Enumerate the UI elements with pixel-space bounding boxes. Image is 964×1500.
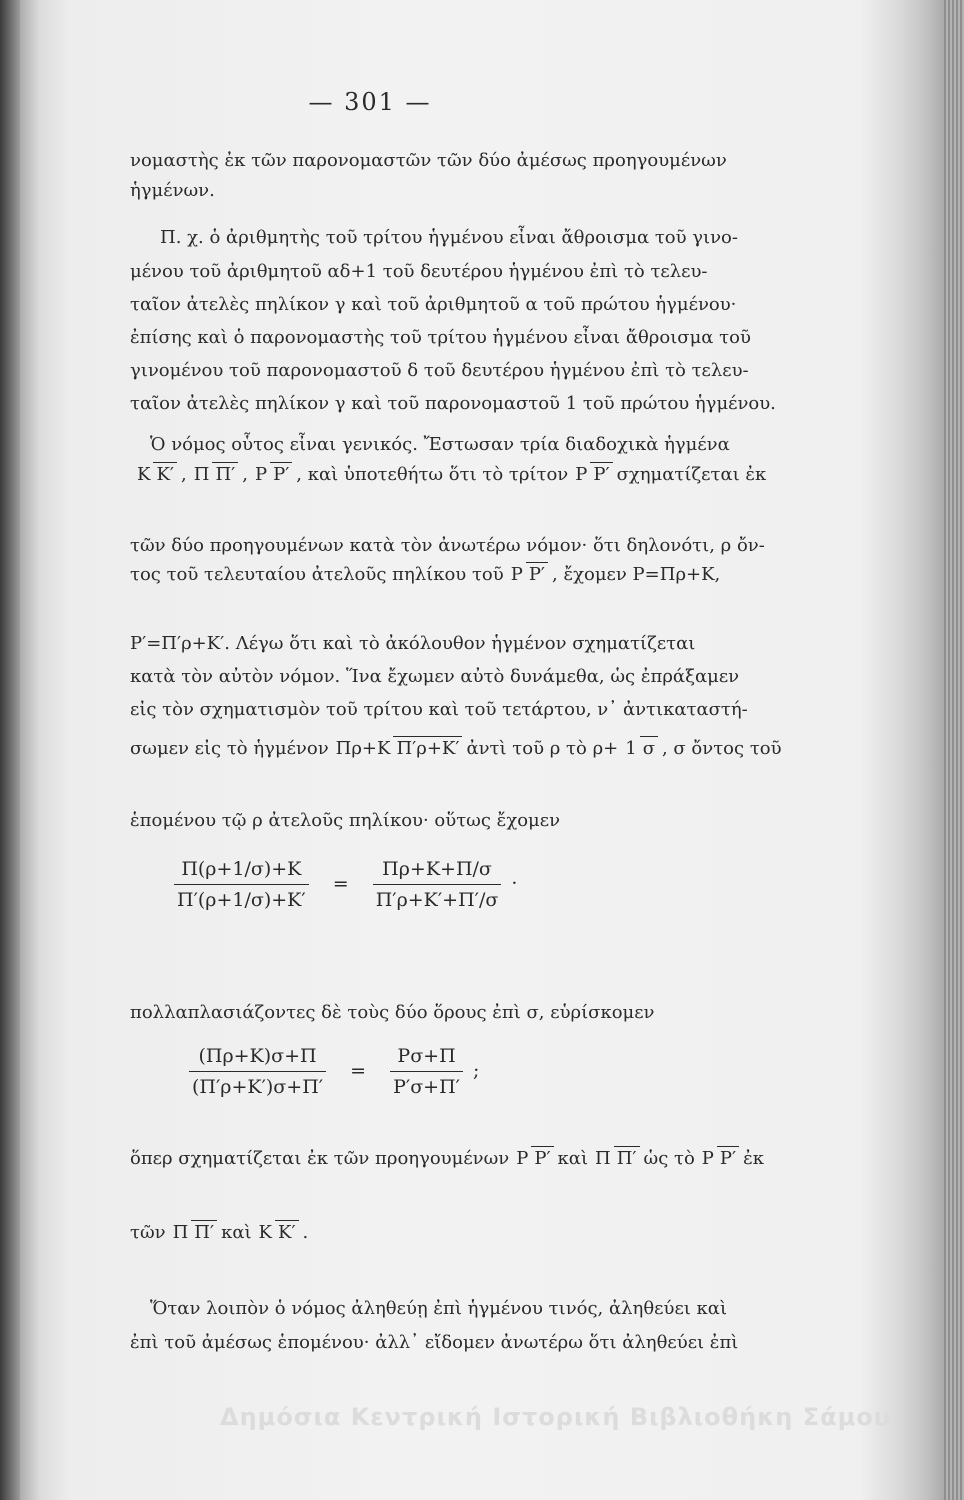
line-text: ταῖον ἀτελὲς πηλίκον γ καὶ τοῦ ἀριθμητοῦ α τοῦ πρώτου ἡγμένου· [130,294,737,315]
fraction-r: Ρ Ρ′ [572,462,612,488]
text-line-fractions [130,562,730,588]
text-line [130,391,776,417]
punctuation: ; [473,1059,480,1082]
line-text: καὶ [557,1148,589,1169]
punctuation: · [511,872,518,895]
fraction-r: Ρ Ρ′ [699,1146,739,1172]
text-line [160,225,738,251]
line-text: κατὰ τὸν αὐτὸν νόμον. Ἵνα ἔχωμεν αὐτὸ δυνάμεθα, ὡς ἐπράξαμεν [130,666,740,687]
line-text: Ρ′=Π′ρ+Κ′. Λέγω ὅτι καὶ τὸ ἀκόλουθον ἡγμένον σχηματίζεται [130,633,696,654]
fraction-r: Ρ Ρ′ [508,562,548,588]
text-line [130,358,749,384]
fraction-r: Ρ Ρ′ [513,1146,553,1172]
equation-1 [170,855,517,914]
line-text: , ἔχομεν Ρ=Πρ+Κ, [552,564,721,585]
fraction-k: Κ Κ′ [134,462,177,488]
line-text: ὅπερ σχηματίζεται ἐκ τῶν προηγουμένων [130,1148,510,1169]
text-line [130,1000,730,1026]
line-text: πολλαπλασιάζοντες δὲ τοὺς δύο ὅρους ἐπὶ σ, εὑρίσκομεν [130,1002,655,1023]
fraction-p: Π Π′ [170,1220,218,1246]
line-text: ἐπίσης καὶ ὁ παρονομαστὴς τοῦ τρίτου ἡγμένου εἶναι ἄθροισμα τοῦ [130,327,751,348]
line-text: ἐκ [743,1148,765,1169]
line-text: γινομένου τοῦ παρονομαστοῦ δ τοῦ δευτέρου ἡγμένου ἐπὶ τὸ τελευ- [130,360,749,381]
text-line [130,697,748,723]
fraction-general: Πρ+Κ Π′ρ+Κ′ [333,736,463,762]
line-text: ὡς τὸ [643,1148,695,1169]
text-line [130,325,751,351]
fraction-p: Π Π′ [592,1146,640,1172]
text-line [150,432,730,458]
line-text: τος τοῦ τελευταίου ἀτελοῦς πηλίκου τοῦ [130,564,504,585]
line-text: ἑπομένου τῷ ρ ἀτελοῦς πηλίκου· οὕτως ἔχομεν [130,810,561,831]
equation-1-lhs: $\frac{\Pi(\rho+1/\sigma)+K}{\Pi'(\rho+1/\sigma)+K'}$ [174,855,309,914]
text-line [130,148,730,174]
equals-sign: = [350,1059,367,1082]
line-text: Ὅταν λοιπὸν ὁ νόμος ἀληθεύῃ ἐπὶ ἡγμένου τινός, ἀληθεύει καὶ [150,1298,728,1319]
line-text: , καὶ ὑποτεθήτω ὅτι τὸ τρίτον [296,464,569,485]
line-text: ἡγμένων. [130,180,215,201]
equation-1-rhs: $\frac{\Pi\rho+K+\Pi/\sigma}{\Pi'\rho+K'+\Pi'/\sigma}$ [373,855,502,914]
text-line [130,808,730,834]
equation-2-lhs: $\frac{(\Pi\rho+K)\sigma+\Pi}{(\Pi'\rho+K')\sigma+\Pi'}$ [189,1042,326,1101]
text-line [130,259,730,285]
line-text: μένου τοῦ ἀριθμητοῦ αδ+1 τοῦ δευτέρου ἡγμένου ἐπὶ τὸ τελευ- [130,261,708,282]
fraction-one-over-s: 1 σ [622,736,658,762]
fraction-k: Κ Κ′ [256,1220,299,1246]
text-line [130,664,740,690]
equation-2-rhs: $\frac{P\sigma+\Pi}{P'\sigma+\Pi'}$ [390,1042,463,1101]
punctuation: . [302,1222,309,1243]
text-line [130,631,730,657]
text-line [130,1330,739,1356]
equals-sign: = [332,872,349,895]
text-line [130,178,730,204]
library-watermark: Δημόσια Κεντρική Ιστορική Βιβλιοθήκη Σάμου [220,1403,891,1431]
fraction-p: Π Π′ [191,462,239,488]
page-number: — 301 — [308,88,432,116]
line-text: σχηματίζεται ἐκ [616,464,767,485]
line-text: Π. χ. ὁ ἀριθμητὴς τοῦ τρίτου ἡγμένου εἶναι ἄθροισμα τοῦ γινο- [160,227,738,248]
line-text: ἐπὶ τοῦ ἀμέσως ἑπομένου· ἀλλ᾽ εἴδομεν ἀνωτέρω ὅτι ἀληθεύει ἐπὶ [130,1332,739,1353]
line-text: καὶ [221,1222,252,1243]
equation-2 [185,1042,479,1101]
text-line-fractions: Κ Κ′ , Π Π′ , Ρ Ρ′ , καὶ ὑποτεθήτω ὅτι τὸ τρίτον Ρ Ρ′ σχηματίζεται ἐκ [130,462,730,488]
line-text: ἀντὶ τοῦ ρ τὸ ρ+ [466,738,619,759]
text-line-fractions [130,1146,765,1172]
line-text: εἰς τὸν σχηματισμὸν τοῦ τρίτου καὶ τοῦ τετάρτου, ν᾽ ἀντικαταστή- [130,699,748,720]
text-line [130,292,737,318]
text-line [130,533,765,559]
line-text: ταῖον ἀτελὲς πηλίκον γ καὶ τοῦ παρονομαστοῦ 1 τοῦ πρώτου ἡγμένου. [130,393,776,414]
line-text: , σ ὄντος τοῦ [661,738,782,759]
line-text: σωμεν εἰς τὸ ἡγμένον [130,738,329,759]
text-line [150,1296,730,1322]
line-text: τῶν δύο προηγουμένων κατὰ τὸν ἀνωτέρω νόμον· ὅτι δηλονότι, ρ ὄν- [130,535,765,556]
line-text: τῶν [130,1222,166,1243]
line-text: Ὁ νόμος οὗτος εἶναι γενικός. Ἔστωσαν τρία διαδοχικὰ ἡγμένα [150,434,730,455]
fraction-r: Ρ Ρ′ [252,462,292,488]
line-text: νομαστὴς ἐκ τῶν παρονομαστῶν τῶν δύο ἀμέσως προηγουμένων [130,150,727,171]
text-line-fractions [130,1220,730,1246]
text-line-fractions [130,736,782,762]
